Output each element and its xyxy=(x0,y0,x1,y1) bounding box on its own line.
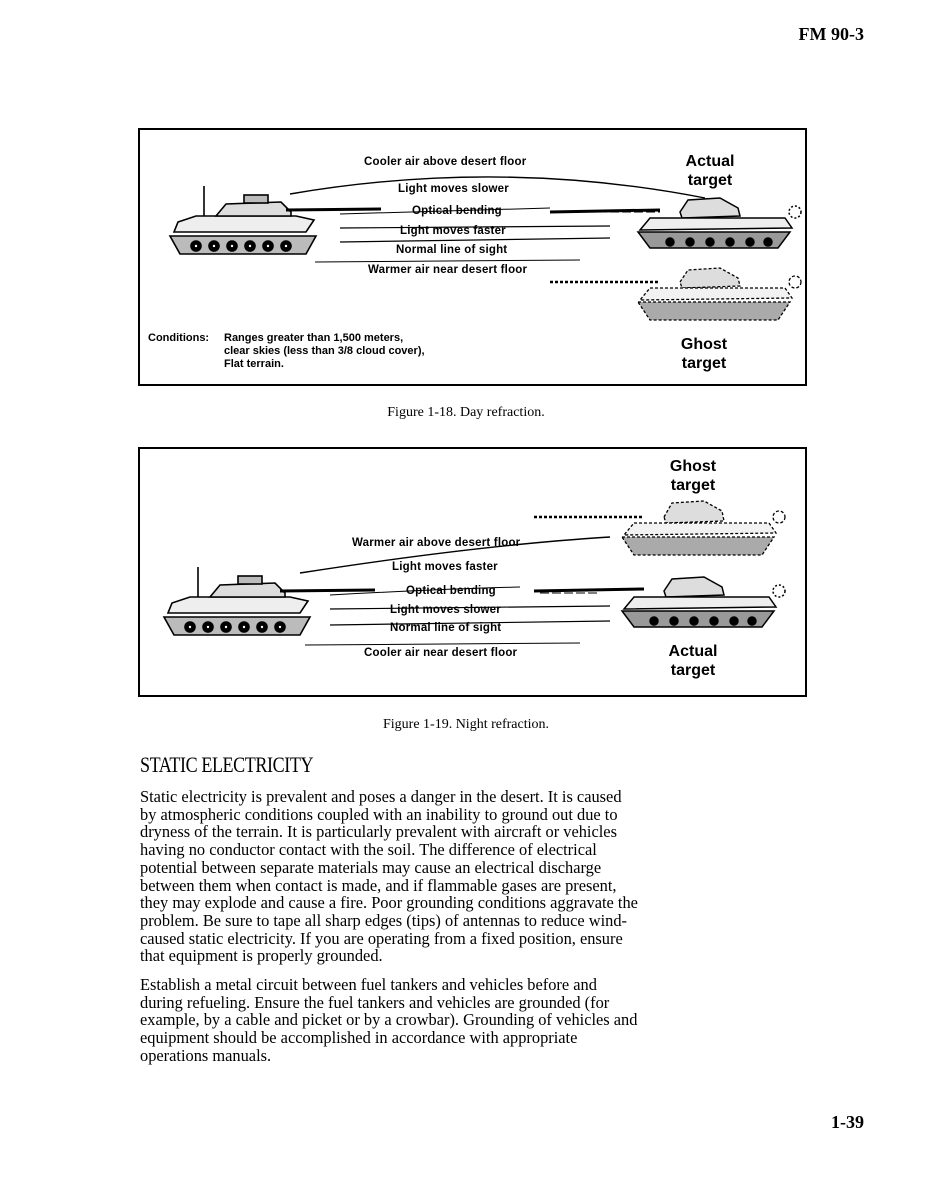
conditions-line-2: clear skies (less than 3/8 cloud cover), xyxy=(224,345,425,357)
ghost-target-label: Ghost target xyxy=(680,336,728,372)
label-upper-path: Light moves faster xyxy=(392,561,498,573)
label-sight-line: Normal line of sight xyxy=(390,622,502,634)
ghost-target-tank-icon xyxy=(550,268,801,320)
section-heading: STATIC ELECTRICITY xyxy=(140,752,314,777)
ghost-target-label: Ghost target xyxy=(669,458,717,494)
label-upper-path: Light moves slower xyxy=(398,183,509,195)
figure-caption-day: Figure 1-18. Day refraction. xyxy=(387,405,545,420)
figure-day-refraction xyxy=(138,128,807,386)
actual-target-label: Actual target xyxy=(685,153,735,189)
label-sight-line: Normal line of sight xyxy=(396,244,508,256)
actual-target-tank-icon xyxy=(550,198,801,248)
sight-line xyxy=(340,238,610,242)
conditions-line-3: Flat terrain. xyxy=(224,358,284,370)
label-bottom-air: Warmer air near desert floor xyxy=(368,264,528,276)
label-bottom-air: Cooler air near desert floor xyxy=(364,647,518,659)
page-number: 1-39 xyxy=(831,1112,864,1132)
label-lower-path: Light moves slower xyxy=(390,604,501,616)
figure-night-refraction xyxy=(138,447,807,697)
label-optical-bending: Optical bending xyxy=(406,585,496,597)
figure-caption-night: Figure 1-19. Night refraction. xyxy=(382,717,549,732)
conditions-line-1: Ranges greater than 1,500 meters, xyxy=(224,332,404,344)
label-top-air: Cooler air above desert floor xyxy=(364,156,527,168)
ghost-target-tank-icon xyxy=(534,501,785,555)
paragraph-static-electricity: Static electricity is prevalent and poses a danger in the desert. It is caused by atmospheric conditions coupled with an inability to ground out due to dryness of the terrain. It is particularly prevalent with aircraft or vehicles having no conductor contact with the soil. The difference of electrical potential between separate materials may cause an electrical discharge between them when contact is made, and if flammable gases are present, they may explode and cause a fire. Poor grounding conditions aggravate the problem. Be sure to tape all sharp edges (tips) of antennas to reduce wind-caused static electricity. If you are operating from a fixed position, ensure that equipment is properly grounded. xyxy=(140,787,638,966)
label-lower-path: Light moves faster xyxy=(400,225,506,237)
actual-target-label: Actual target xyxy=(668,643,718,679)
actual-target-tank-icon xyxy=(534,577,785,627)
document-code: FM 90-3 xyxy=(798,24,864,44)
label-optical-bending: Optical bending xyxy=(412,205,502,217)
label-top-air: Warmer air above desert floor xyxy=(352,537,521,549)
conditions-label: Conditions: xyxy=(148,332,210,344)
paragraph-grounding: Establish a metal circuit between fuel tankers and vehicles before and during refueling. Ensure the fuel tankers and vehicles are grounded (for example, by a cable and picket or by a crowbar). Grounding of vehicles and equipment should be accomplished in accordance with appropriate operations manuals. xyxy=(140,975,638,1065)
observer-tank-icon xyxy=(170,186,381,254)
